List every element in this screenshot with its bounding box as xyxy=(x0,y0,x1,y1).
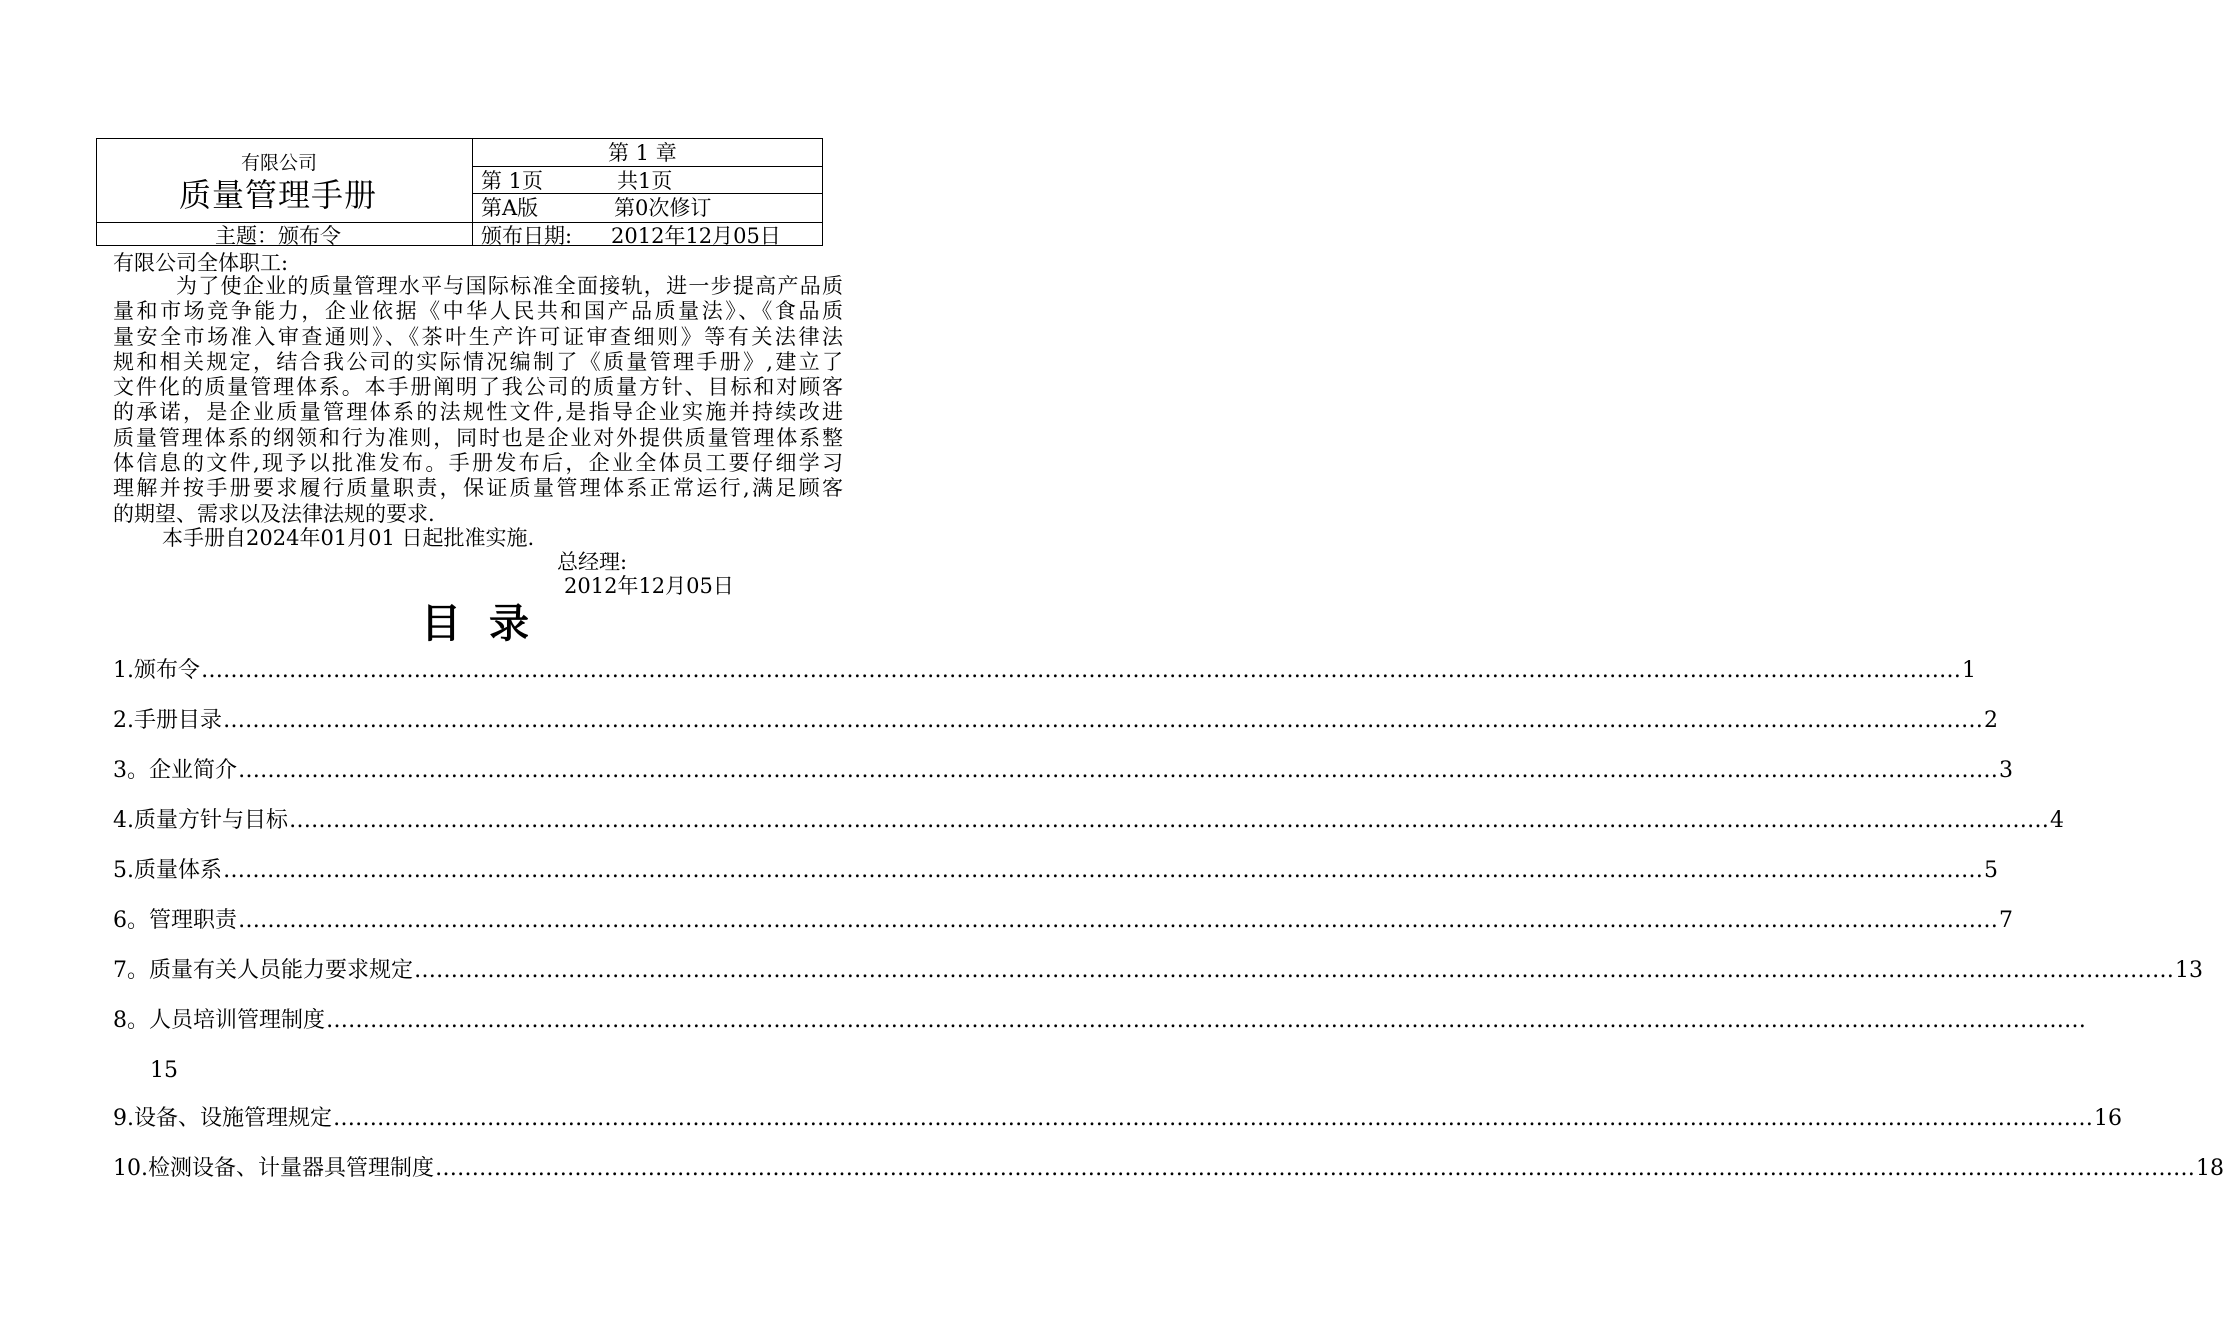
toc-item-label: 7。质量有关人员能力要求规定 xyxy=(113,958,413,983)
issue-date-label: 颁布日期: xyxy=(481,224,573,248)
toc-item-label: 2.手册目录 xyxy=(113,708,222,733)
letter-line: 的承诺，是企业质量管理体系的法规性文件,是指导企业实施并持续改进 xyxy=(113,400,843,425)
toc-item[interactable] xyxy=(113,858,1998,884)
letter-body xyxy=(113,274,843,527)
table-divider xyxy=(97,222,822,223)
toc-item-page: 3 xyxy=(1999,758,2013,783)
toc-item-label: 1.颁布令 xyxy=(113,658,200,683)
letter-line: 文件化的质量管理体系。本手册阐明了我公司的质量方针、目标和对顾客 xyxy=(113,375,843,400)
letter-line: 的期望、需求以及法律法规的要求. xyxy=(113,501,435,526)
manual-title: 质量管理手册 xyxy=(179,176,378,214)
toc-item[interactable] xyxy=(113,808,2064,834)
chapter: 第 1 章 xyxy=(608,141,677,165)
toc-item[interactable] xyxy=(113,758,2013,784)
toc-item-page: 1 xyxy=(1962,658,1976,683)
toc-dot-leader: …………………………………………………………………………………………………………………………………………………………………………………………………………………… xyxy=(333,1106,2093,1131)
version: 第A版 xyxy=(481,196,539,220)
toc-item[interactable] xyxy=(113,1008,2086,1034)
toc-dot-leader: …………………………………………………………………………………………………………………………………………………………………………………………………………………… xyxy=(238,908,1998,933)
toc-item-page: 13 xyxy=(2175,958,2203,983)
letter-line: 理解并按手册要求履行质量职责，保证质量管理体系正常运行,满足顾客 xyxy=(113,476,843,501)
issue-date: 2012年12月05日 xyxy=(611,224,781,248)
toc-item-page: 16 xyxy=(2094,1106,2122,1131)
toc-item-page: 7 xyxy=(1999,908,2013,933)
toc-item-label: 8。人员培训管理制度 xyxy=(113,1008,325,1033)
letter-line: 量安全市场准入审查通则》、《茶叶生产许可证审查细则》等有关法律法 xyxy=(113,324,843,349)
revision: 第0次修订 xyxy=(614,196,712,220)
toc-title: 目录 xyxy=(421,601,557,647)
toc-item-page: 4 xyxy=(2050,808,2064,833)
toc-item[interactable] xyxy=(113,908,2013,934)
header-table xyxy=(96,138,823,246)
signer-label: 总经理: xyxy=(557,550,628,574)
toc-item-page: 15 xyxy=(150,1058,178,1083)
toc-item-page: 2 xyxy=(1984,708,1998,733)
letter-line: 体信息的文件,现予以批准发布。手册发布后，企业全体员工要仔细学习 xyxy=(113,451,843,476)
letter-line: 规和相关规定，结合我公司的实际情况编制了《质量管理手册》,建立了 xyxy=(113,349,843,374)
sign-date: 2012年12月05日 xyxy=(564,574,734,598)
toc-item[interactable] xyxy=(113,1156,2224,1182)
table-divider xyxy=(472,193,822,194)
table-divider xyxy=(472,166,822,167)
toc-item-page: 5 xyxy=(1984,858,1998,883)
letter-line: 量和市场竞争能力，企业依据《中华人民共和国产品质量法》、《食品质 xyxy=(113,299,843,324)
toc-dot-leader: …………………………………………………………………………………………………………………………………………………………………………………………………………………… xyxy=(238,758,1998,783)
toc-item[interactable] xyxy=(113,658,1976,684)
toc-item-label: 10.检测设备、计量器具管理制度 xyxy=(113,1156,434,1181)
letter-line: 为了使企业的质量管理水平与国际标准全面接轨，进一步提高产品质 xyxy=(176,274,843,298)
salutation: 有限公司全体职工: xyxy=(113,251,289,275)
effective-statement: 本手册自2024年01月01 日起批准实施. xyxy=(162,526,535,550)
toc-dot-leader: …………………………………………………………………………………………………………………………………………………………………………………………………………………… xyxy=(289,808,2049,833)
toc-item[interactable] xyxy=(113,958,2203,984)
toc-dot-leader: …………………………………………………………………………………………………………………………………………………………………………………………………………………… xyxy=(201,658,1961,683)
toc-item-label: 4.质量方针与目标 xyxy=(113,808,288,833)
toc-item-label: 9.设备、设施管理规定 xyxy=(113,1106,332,1131)
toc-item-label: 5.质量体系 xyxy=(113,858,222,883)
toc-item[interactable] xyxy=(113,1106,2122,1132)
toc-item-page: 18 xyxy=(2196,1156,2224,1181)
toc-item[interactable] xyxy=(113,708,1998,734)
page-number: 第 1页 xyxy=(481,169,544,193)
letter-line: 质量管理体系的纲领和行为准则，同时也是企业对外提供质量管理体系整 xyxy=(113,425,843,450)
toc-item-label: 3。企业简介 xyxy=(113,758,237,783)
toc-item-label: 6。管理职责 xyxy=(113,908,237,933)
toc-dot-leader: …………………………………………………………………………………………………………………………………………………………………………………………………………………… xyxy=(414,958,2174,983)
company-name: 有限公司 xyxy=(241,152,318,174)
toc-dot-leader: …………………………………………………………………………………………………………………………………………………………………………………………………………………… xyxy=(435,1156,2195,1181)
toc-dot-leader: …………………………………………………………………………………………………………………………………………………………………………………………………………………… xyxy=(223,858,1983,883)
toc-dot-leader: …………………………………………………………………………………………………………………………………………………………………………………………………………………… xyxy=(326,1008,2086,1033)
subject: 主题：颁布令 xyxy=(215,224,341,248)
page-total: 共1页 xyxy=(617,169,673,193)
toc-dot-leader: …………………………………………………………………………………………………………………………………………………………………………………………………………………… xyxy=(223,708,1983,733)
